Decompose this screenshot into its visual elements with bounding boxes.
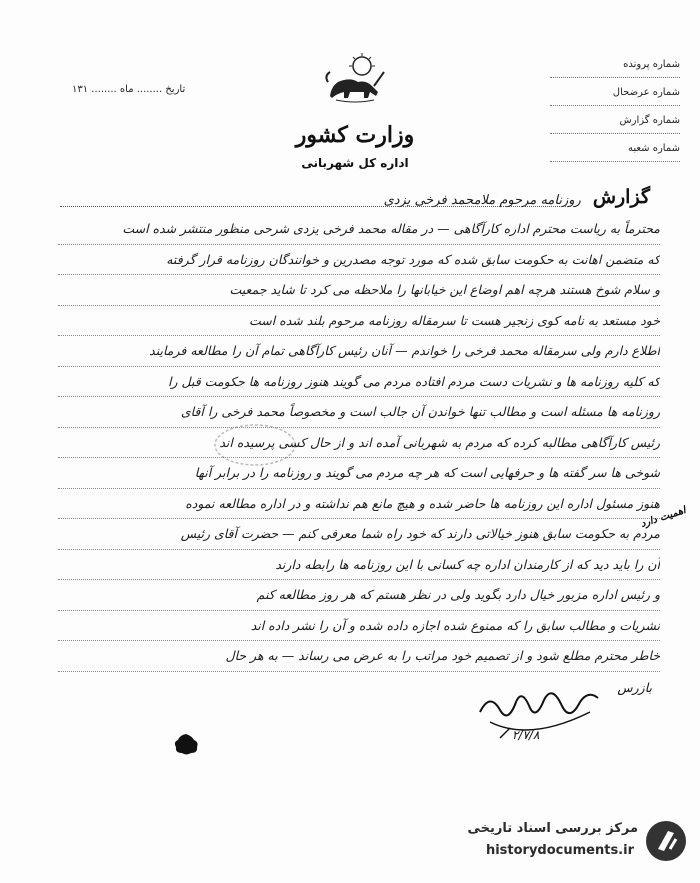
body-line: که متضمن اهانت به حکومت سابق شده که مورد توجه مصدرین و خوانندگان روزنامه قرار گرفته bbox=[58, 245, 660, 276]
body-line: خود مستعد به نامه کوی زنجیر هست تا سرمقاله روزنامه مرحوم بلند شده است bbox=[58, 306, 660, 337]
body-line: اطلاع دارم ولی سرمقاله محمد فرخی را خواندم — آنان رئیس کارآگاهی تمام آن را مطالعه فرمایند bbox=[58, 336, 660, 367]
header-fields bbox=[550, 52, 680, 164]
report-rule bbox=[60, 206, 570, 207]
field-file-number bbox=[550, 52, 680, 78]
body-line: مردم به حکومت سابق هنوز خیالاتی دارند که خود راه شما معرفی کنم — حضرت آقای رئیس bbox=[58, 519, 660, 550]
body-line: هنوز مسئول اداره این روزنامه ها حاضر شده و هیچ مانع هم نداشته و در اداره مطالعه نموده bbox=[58, 489, 660, 520]
report-subject: روزنامه مرحوم ملامحمد فرخی یزدی bbox=[383, 193, 581, 208]
body-line: محترماً به ریاست محترم اداره کارآگاهی — در مقاله محمد فرخی یزدی شرحی منظور منتشر شده است bbox=[58, 214, 660, 245]
field-report-number bbox=[550, 108, 680, 134]
ministry-title: وزارت کشور bbox=[295, 122, 415, 148]
office-title: اداره کل شهربانی bbox=[301, 156, 409, 170]
body-line: نشریات و مطالب سابق را که ممنوع شده اجازه داده شده و آن را نشر داده اند bbox=[58, 611, 660, 642]
faded-stamp-icon bbox=[210, 420, 300, 470]
signoff-label: بازرس bbox=[617, 680, 652, 695]
body-line: شوخی ها سر گفته ها و حرفهایی است که هر چه مردم می گویند و روزنامه را در برابر آنها bbox=[58, 458, 660, 489]
field-label: شماره گزارش bbox=[619, 115, 680, 126]
watermark-url: historydocuments.ir bbox=[485, 843, 634, 858]
handwritten-signature-icon bbox=[470, 672, 610, 742]
signature-date: ۲/۷/۸ bbox=[512, 728, 540, 742]
field-petition-number bbox=[550, 80, 680, 106]
body-line: رئیس کارآگاهی مطالبه کرده که مردم به شهربانی آمده اند و از حال کسی پرسیده اند bbox=[58, 428, 660, 459]
archive-watermark bbox=[418, 815, 688, 871]
margin-annotation: اهمیت دارد bbox=[639, 505, 688, 530]
report-body bbox=[58, 214, 660, 672]
date-field: تاریخ ........ ماه ........ ۱۳۱ bbox=[72, 84, 186, 95]
report-label: گزارش bbox=[592, 186, 650, 208]
archive-logo-icon bbox=[644, 819, 688, 863]
field-branch-number bbox=[550, 136, 680, 162]
body-line: و رئیس اداره مزبور خیال دارد بگوید ولی در نظر هستم که هر روز مطالعه کنم bbox=[58, 580, 660, 611]
field-label: شماره پرونده bbox=[623, 59, 680, 70]
field-label: شماره شعبه bbox=[627, 143, 680, 154]
body-line: آن را باید دید که از کارمندان اداره چه کسانی با این روزنامه ها رابطه دارند bbox=[58, 550, 660, 581]
ink-blot-icon bbox=[172, 732, 200, 756]
watermark-text: مرکز بررسی اسناد تاریخی bbox=[467, 821, 638, 836]
body-line: و سلام شوخ هستند هرچه اهم اوضاع این خیابانها را ملاحظه می کرد تا شاید جمعیت bbox=[58, 275, 660, 306]
report-heading bbox=[40, 178, 650, 208]
body-line: خاطر محترم مطلع شود و از تصمیم خود مراتب را به عرض می رساند — به هر حال bbox=[58, 641, 660, 672]
field-label: شماره عرضحال bbox=[612, 87, 680, 98]
body-line: روزنامه ها مسئله است و مطالب تنها خواندن آن جالب است و مخصوصاً محمد فرخی را آقای bbox=[58, 397, 660, 428]
lion-and-sun-emblem-icon bbox=[322, 52, 388, 104]
body-line: که کلیه روزنامه ها و نشریات دست مردم افتاده مردم می گویند هنوز روزنامه ها حکومت قبل را bbox=[58, 367, 660, 398]
